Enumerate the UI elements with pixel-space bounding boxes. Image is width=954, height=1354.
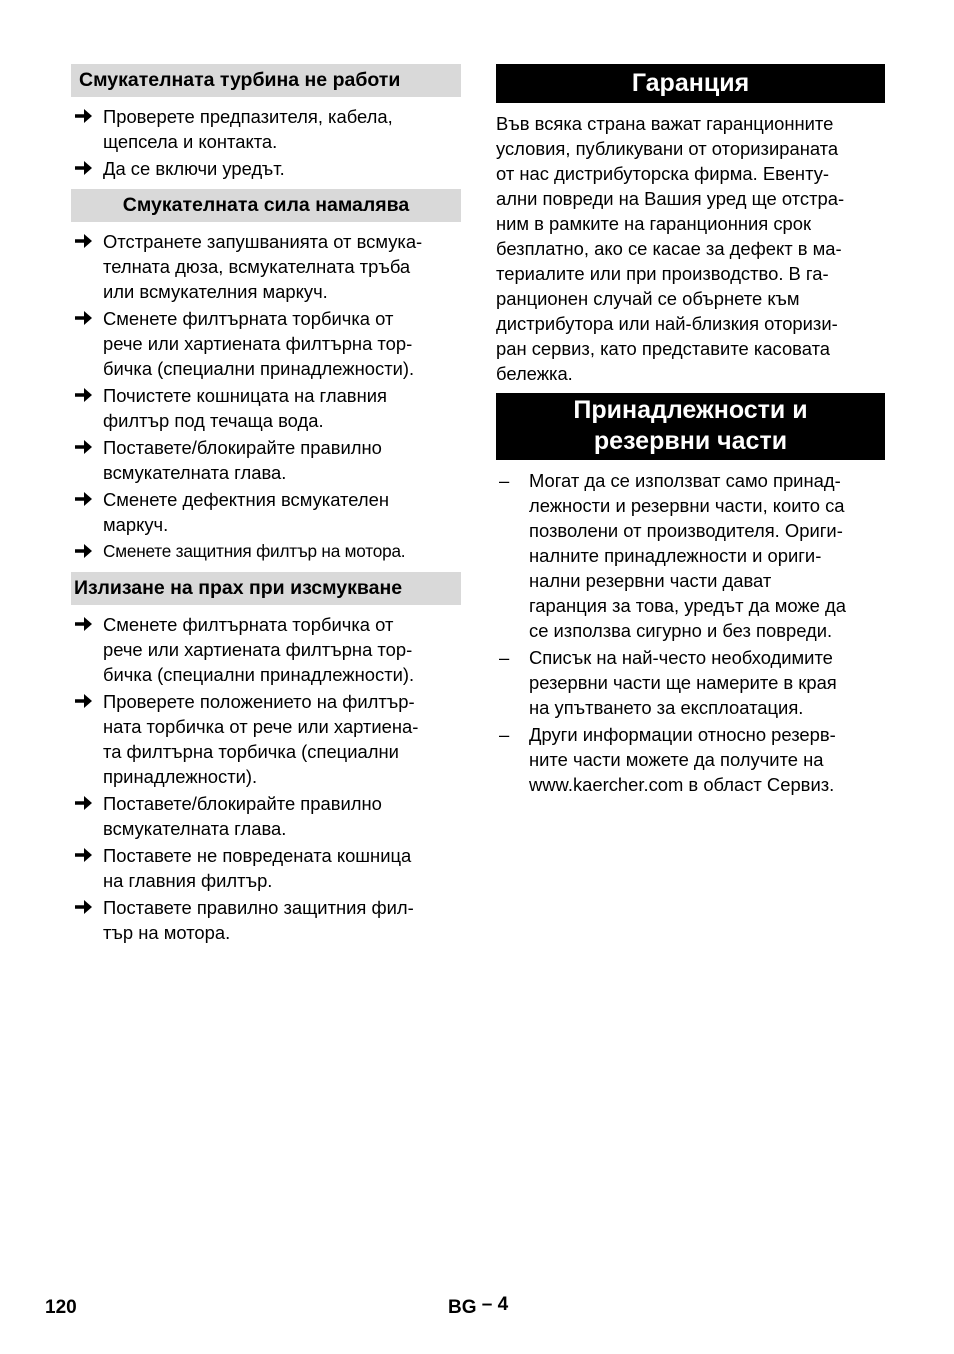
paragraph-line: безплатно, ако се касае за дефект в ма- [496,238,842,259]
step-text-line: Почистете кошницата на главния [103,385,387,406]
step-text-line: Да се включи уредът. [103,158,285,179]
step-text-line: бичка (специални принадлежности). [103,664,415,685]
step-text [103,229,461,304]
paragraph-line: ранционен случай се обърнете към [496,288,800,309]
dash-item-line: ните части можете да получите на [529,749,824,770]
step-list-suction-power [71,229,461,564]
step-text-line: та филтърна торбичка (специални [103,741,399,762]
step-item [71,791,461,841]
paragraph-line: ални повреди на Вашия уред ще отстра- [496,188,845,209]
step-text [103,791,461,841]
step-text-line: маркуч. [103,514,169,535]
step-text-line: ната торбичка от рече или хартиена- [103,716,419,737]
dash-list-item [496,645,885,720]
paragraph-line: бележка. [496,363,573,384]
paragraph-line: ним в рамките на гаранционния срок [496,213,812,234]
step-text [103,689,461,789]
dash-list-item [496,722,885,797]
dash-item-line: Могат да се използват само принад- [529,470,841,491]
dash-bullet: – [499,724,510,745]
page-label [448,1294,509,1319]
step-list-dust-emission [71,612,461,945]
warranty-heading: Гаранция [496,64,885,103]
step-text-line: Поставете/блокирайте правилно [103,793,382,814]
step-text [103,612,461,687]
dash-item-line: нални резервни части дават [529,570,772,591]
step-text [103,895,461,945]
step-text-line: Поставете не повредената кошница [103,845,412,866]
arrow-right-icon [75,311,92,325]
step-text [103,487,461,537]
step-item [71,435,461,485]
arrow-right-icon [75,388,92,402]
dash-item-line: се използва сигурно и без повреди. [529,620,833,641]
step-text-line: или всмукателния маркуч. [103,281,328,302]
step-item [71,306,461,381]
arrow-right-icon [75,161,92,175]
paragraph-line: териалите или при производство. В га- [496,263,829,284]
arrow-right-icon [75,694,92,708]
step-text-line: Сменете филтърната торбичка от [103,614,394,635]
step-text-line: на главния филтър. [103,870,273,891]
step-text-line: Поставете правилно защитния фил- [103,897,414,918]
left-column [71,64,461,945]
step-text-line: Сменете защитния филтър на мотора. [103,541,406,561]
step-item [71,487,461,537]
arrow-right-icon [75,617,92,631]
dash-bullet: – [499,647,510,668]
arrow-right-icon [75,440,92,454]
dash-item-line: www.kaercher.com в област Сервиз. [529,774,835,795]
step-list-turbine [71,104,461,181]
section-heading-dust-emission: Излизане на прах при изсмукване [71,572,461,605]
step-text-line: тър на мотора. [103,922,231,943]
step-text [103,306,461,381]
step-text-line: Сменете дефектния всмукателен [103,489,389,510]
step-text [103,435,461,485]
step-item [71,895,461,945]
warranty-text [496,111,885,386]
dash-list-item [496,468,885,643]
step-item [71,843,461,893]
step-text [103,539,461,564]
paragraph-line: ран сервиз, като представите касовата [496,338,831,359]
page-number: 120 [45,1297,77,1318]
step-text-line: Сменете филтърната торбичка от [103,308,394,329]
step-item [71,689,461,789]
page-label-suffix: – 4 [481,1294,509,1315]
step-text-line: принадлежности). [103,766,258,787]
accessories-heading [496,393,885,460]
dash-item-line: на упътването за експлоатация. [529,697,804,718]
dash-item-line: гаранция за това, уредът да може да [529,595,846,616]
step-text-line: рече или хартиената филтърна тор- [103,639,413,660]
step-text-line: всмукателната глава. [103,462,287,483]
arrow-right-icon [75,234,92,248]
paragraph-line: Във всяка страна важат гаранционните [496,113,834,134]
step-text [103,843,461,893]
step-text-line: телната дюза, всмукателната тръба [103,256,411,277]
arrow-right-icon [75,544,92,558]
step-item [71,539,461,564]
dash-item-line: лежности и резервни части, които са [529,495,845,516]
step-text-line: щепсела и контакта. [103,131,278,152]
dash-item-line: Списък на най-често необходимите [529,647,833,668]
step-text-line: Поставете/блокирайте правилно [103,437,382,458]
step-text-line: всмукателната глава. [103,818,287,839]
step-text-line: филтър под течаща вода. [103,410,324,431]
step-item [71,104,461,154]
right-column [496,64,885,797]
arrow-right-icon [75,848,92,862]
arrow-right-icon [75,796,92,810]
step-item [71,383,461,433]
accessories-heading-line2: резервни части [593,427,788,455]
accessories-list [496,468,885,797]
dash-item-line: позволени от производителя. Ориги- [529,520,843,541]
section-heading-turbine: Смукателната турбина не работи [71,64,461,97]
arrow-right-icon [75,492,92,506]
step-text-line: бичка (специални принадлежности). [103,358,415,379]
step-text [103,104,461,154]
paragraph-line: условия, публикувани от оторизираната [496,138,839,159]
step-text-line: рече или хартиената филтърна тор- [103,333,413,354]
step-text-line: Отстранете запушванията от всмука- [103,231,423,252]
step-text [103,383,461,433]
dash-bullet: – [499,470,510,491]
accessories-heading-line1: Принадлежности и [573,396,808,424]
dash-item-line: резервни части ще намерите в края [529,672,837,693]
arrow-right-icon [75,109,92,123]
step-text [103,156,461,181]
language-code: BG [448,1297,477,1318]
step-item [71,229,461,304]
paragraph-line: дистрибутора или най-близкия оторизи- [496,313,838,334]
dash-item-line: Други информации относно резерв- [529,724,836,745]
step-text-line: Проверете положението на филтър- [103,691,415,712]
dash-item-line: налните принадлежности и ориги- [529,545,822,566]
step-text-line: Проверете предпазителя, кабела, [103,106,393,127]
paragraph-line: от нас дистрибуторска фирма. Евенту- [496,163,830,184]
section-heading-suction-power: Смукателната сила намалява [71,189,461,222]
step-item [71,612,461,687]
step-item [71,156,461,181]
arrow-right-icon [75,900,92,914]
